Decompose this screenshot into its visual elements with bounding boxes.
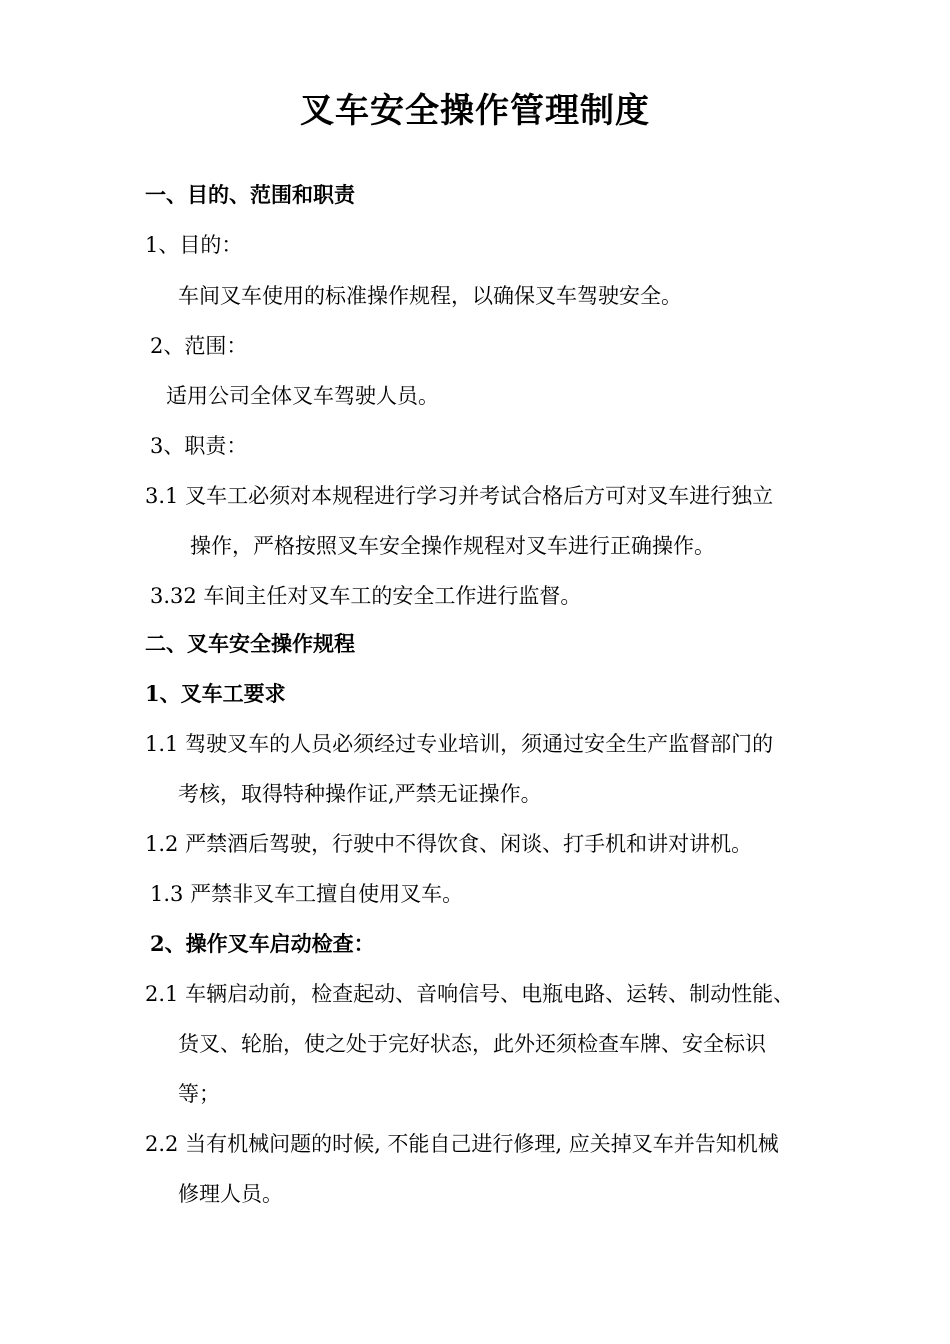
section-heading-purpose-scope-duties: 一、目的、范围和职责 bbox=[145, 182, 355, 207]
clause-2-1-line-1: 2.1 车辆启动前，检查起动、音响信号、电瓶电路、运转、制动性能、 bbox=[145, 982, 795, 1006]
clause-2-2-line-2: 修理人员。 bbox=[178, 1182, 283, 1206]
clause-3-1-line-2: 操作，严格按照叉车安全操作规程对叉车进行正确操作。 bbox=[190, 534, 715, 558]
section-heading-operating-rules: 二、叉车安全操作规程 bbox=[145, 631, 355, 656]
subheading-startup-inspection: 2、操作叉车启动检查： bbox=[150, 931, 375, 956]
item-heading-scope: 2、范围： bbox=[150, 334, 248, 358]
clause-3-32: 3.32 车间主任对叉车工的安全工作进行监督。 bbox=[150, 584, 582, 608]
paragraph-scope: 适用公司全体叉车驾驶人员。 bbox=[166, 384, 439, 408]
clause-1-1-line-2: 考核，取得特种操作证,严禁无证操作。 bbox=[178, 782, 542, 806]
subheading-operator-requirements: 1、叉车工要求 bbox=[145, 681, 286, 706]
paragraph-purpose: 车间叉车使用的标准操作规程，以确保叉车驾驶安全。 bbox=[178, 284, 682, 308]
item-heading-purpose: 1、目的： bbox=[145, 233, 243, 257]
clause-2-2-line-1: 2.2 当有机械问题的时候, 不能自己进行修理, 应关掉叉车并告知机械 bbox=[145, 1132, 779, 1156]
clause-2-1-line-2: 货叉、轮胎，使之处于完好状态，此外还须检查车牌、安全标识 bbox=[178, 1032, 766, 1056]
clause-3-1-line-1: 3.1 叉车工必须对本规程进行学习并考试合格后方可对叉车进行独立 bbox=[145, 484, 774, 508]
clause-1-2: 1.2 严禁酒后驾驶，行驶中不得饮食、闲谈、打手机和讲对讲机。 bbox=[145, 832, 753, 856]
item-heading-duties: 3、职责： bbox=[150, 434, 248, 458]
clause-2-1-line-3: 等； bbox=[178, 1082, 220, 1106]
clause-1-1-line-1: 1.1 驾驶叉车的人员必须经过专业培训，须通过安全生产监督部门的 bbox=[145, 732, 774, 756]
clause-1-3: 1.3 严禁非叉车工擅自使用叉车。 bbox=[150, 882, 464, 906]
document-title: 叉车安全操作管理制度 bbox=[300, 91, 650, 131]
